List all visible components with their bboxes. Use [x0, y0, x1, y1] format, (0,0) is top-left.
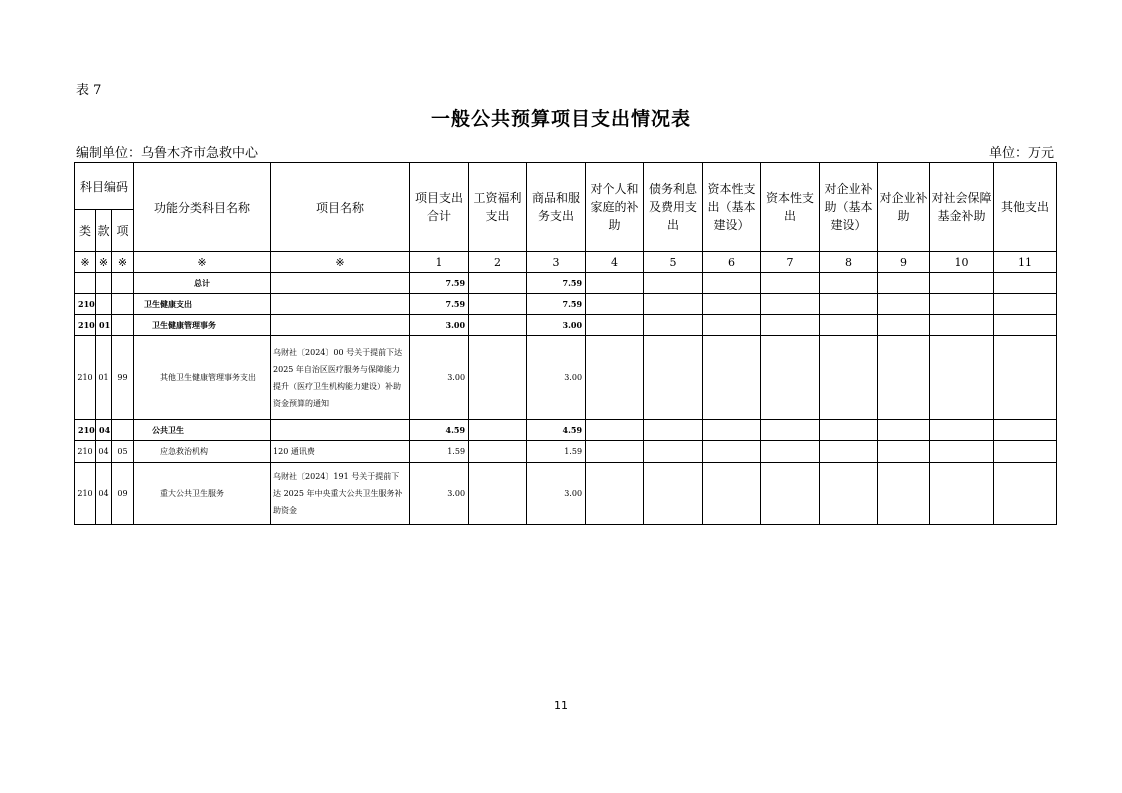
- cell-project: [271, 294, 410, 315]
- cell-kuan: 01: [96, 336, 112, 420]
- project-name-header: 项目名称: [271, 163, 410, 252]
- cell-lei: 210: [75, 315, 96, 336]
- col-header-10: 对社会保障基金补助: [930, 163, 994, 252]
- col-header-7: 资本性支出: [761, 163, 820, 252]
- cell-kuan: 04: [96, 463, 112, 525]
- cell-goods: 7.59: [527, 294, 586, 315]
- col-number: 7: [761, 252, 820, 273]
- page-number: 11: [554, 699, 568, 712]
- cell-func-name: 卫生健康管理事务: [134, 315, 271, 336]
- col-number: 4: [586, 252, 644, 273]
- col-header-2: 工资福利支出: [469, 163, 527, 252]
- mark-cell: ※: [134, 252, 271, 273]
- cell-lei: 210: [75, 294, 96, 315]
- cell-func-name: 公共卫生: [134, 420, 271, 441]
- cell-lei: 210: [75, 420, 96, 441]
- cell-project: [271, 420, 410, 441]
- col-header-4: 对个人和家庭的补助: [586, 163, 644, 252]
- col-number: 6: [703, 252, 761, 273]
- mark-cell: ※: [75, 252, 96, 273]
- col-header-6: 资本性支出（基本建设）: [703, 163, 761, 252]
- col-header-1: 项目支出合计: [410, 163, 469, 252]
- cell-func-name: 卫生健康支出: [134, 294, 271, 315]
- subject-code-header: 科目编码: [75, 163, 134, 210]
- cell-total: 3.00: [410, 463, 469, 525]
- col-header-5: 债务利息及费用支出: [644, 163, 703, 252]
- cell-xiang: 99: [112, 336, 134, 420]
- func-name-header: 功能分类科目名称: [134, 163, 271, 252]
- mark-cell: ※: [112, 252, 134, 273]
- cell-project: 乌财社〔2024〕191 号关于提前下达 2025 年中央重大公共卫生服务补助资金: [271, 463, 410, 525]
- table-row: [75, 420, 1057, 441]
- col-number: 8: [820, 252, 878, 273]
- cell-goods: 3.00: [527, 336, 586, 420]
- table-row: [75, 294, 1057, 315]
- page-title: 一般公共预算项目支出情况表: [430, 108, 691, 130]
- cell-func-name: 应急救治机构: [134, 441, 271, 463]
- cell-goods: 3.00: [527, 463, 586, 525]
- money-unit: 单位：万元: [988, 146, 1054, 161]
- table-row: [75, 463, 1057, 525]
- col-number: 10: [930, 252, 994, 273]
- cell-xiang: [112, 273, 134, 294]
- cell-func-name: 总计: [134, 273, 271, 294]
- col-header-9: 对企业补助: [878, 163, 930, 252]
- cell-xiang: [112, 294, 134, 315]
- col-number: 9: [878, 252, 930, 273]
- cell-project: [271, 273, 410, 294]
- col-number: 3: [527, 252, 586, 273]
- mark-cell: ※: [96, 252, 112, 273]
- col-header-8: 对企业补助（基本建设）: [820, 163, 878, 252]
- table-row: [75, 336, 1057, 420]
- col-number: 1: [410, 252, 469, 273]
- col-number: 5: [644, 252, 703, 273]
- cell-xiang: [112, 420, 134, 441]
- col-header-3: 商品和服务支出: [527, 163, 586, 252]
- cell-lei: 210: [75, 463, 96, 525]
- cell-kuan: [96, 273, 112, 294]
- cell-total: 7.59: [410, 273, 469, 294]
- expenditure-table: [74, 162, 1057, 525]
- cell-xiang: [112, 315, 134, 336]
- table-row: [75, 315, 1057, 336]
- cell-goods: 7.59: [527, 273, 586, 294]
- mark-cell: ※: [271, 252, 410, 273]
- cell-xiang: 05: [112, 441, 134, 463]
- cell-xiang: 09: [112, 463, 134, 525]
- col-number: 11: [994, 252, 1057, 273]
- cell-lei: 210: [75, 441, 96, 463]
- cell-kuan: [96, 294, 112, 315]
- cell-kuan: 04: [96, 420, 112, 441]
- kuan-header: 款: [96, 210, 112, 252]
- cell-total: 3.00: [410, 336, 469, 420]
- cell-total: 1.59: [410, 441, 469, 463]
- table-row: [75, 441, 1057, 463]
- col-header-11: 其他支出: [994, 163, 1057, 252]
- cell-kuan: 04: [96, 441, 112, 463]
- cell-lei: [75, 273, 96, 294]
- table-label: 表 7: [76, 83, 102, 98]
- xiang-header: 项: [112, 210, 134, 252]
- org-unit: 编制单位：乌鲁木齐市急救中心: [76, 146, 259, 161]
- cell-goods: 4.59: [527, 420, 586, 441]
- cell-goods: 3.00: [527, 315, 586, 336]
- cell-project: [271, 315, 410, 336]
- cell-func-name: 重大公共卫生服务: [134, 463, 271, 525]
- cell-kuan: 01: [96, 315, 112, 336]
- col-number: 2: [469, 252, 527, 273]
- cell-func-name: 其他卫生健康管理事务支出: [134, 336, 271, 420]
- cell-total: 7.59: [410, 294, 469, 315]
- cell-total: 4.59: [410, 420, 469, 441]
- cell-project: 120 通讯费: [271, 441, 410, 463]
- cell-project: 乌财社〔2024〕00 号关于提前下达 2025 年自治区医疗服务与保障能力提升（医疗卫生机构能力建设）补助资金预算的通知: [271, 336, 410, 420]
- cell-lei: 210: [75, 336, 96, 420]
- cell-total: 3.00: [410, 315, 469, 336]
- cell-goods: 1.59: [527, 441, 586, 463]
- lei-header: 类: [75, 210, 96, 252]
- table-row: [75, 273, 1057, 294]
